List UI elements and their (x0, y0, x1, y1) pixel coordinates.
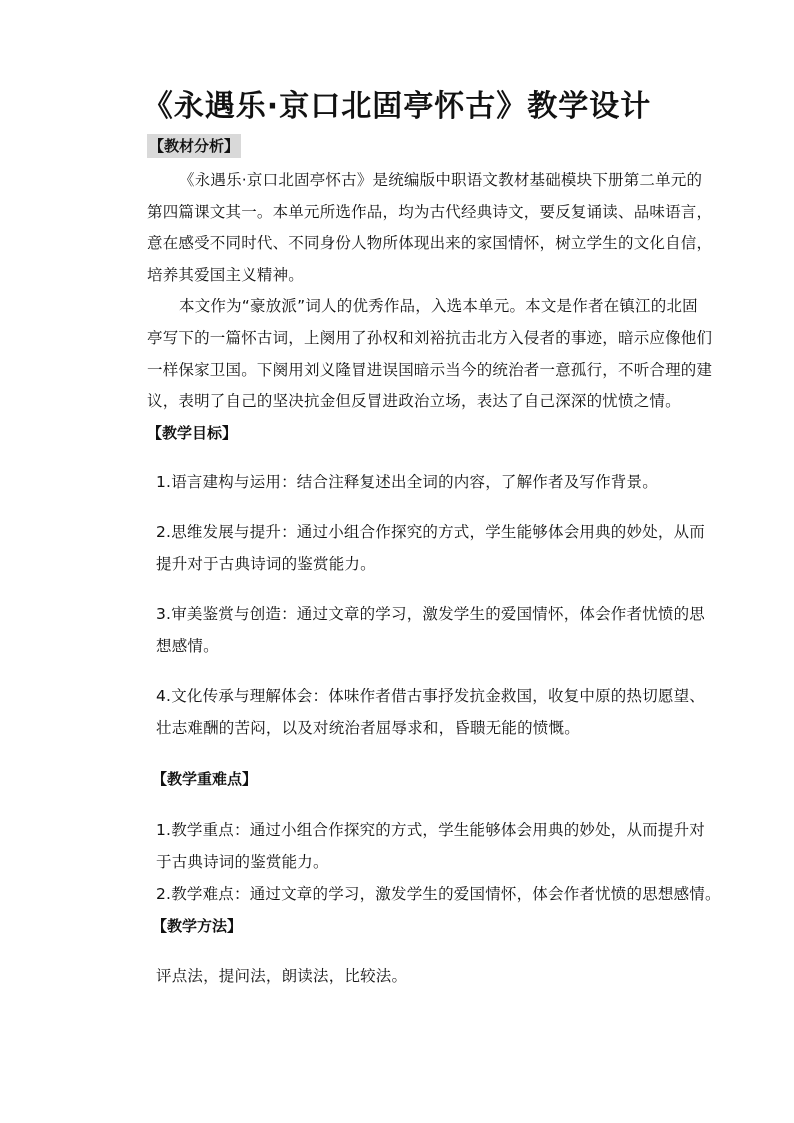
key-point-line: 2.教学难点：通过文章的学习，激发学生的爱国情怀，体会作者忧愤的思想感情。 (156, 885, 721, 903)
key-point-line: 于古典诗词的鉴赏能力。 (156, 853, 329, 871)
section-heading-material-analysis: 【教材分析】 (147, 134, 241, 158)
paragraph-line: 《永遇乐·京口北固亭怀古》是统编版中职语文教材基础模块下册第二单元的 (179, 171, 703, 189)
document-title: 《永遇乐·京口北固亭怀古》教学设计 (142, 89, 652, 124)
section-heading-key-points: 【教学重难点】 (152, 770, 258, 788)
paragraph-line: 议，表明了自己的坚决抗金但反冒进政治立场，表达了自己深深的忧愤之情。 (147, 392, 681, 410)
goal-item-line: 1.语言建构与运用：结合注释复述出全词的内容，了解作者及写作背景。 (156, 473, 658, 491)
paragraph-line: 亭写下的一篇怀古词，上阕用了孙权和刘裕抗击北方入侵者的事迹，暗示应像他们 (147, 329, 713, 347)
section-heading-teaching-methods: 【教学方法】 (152, 917, 243, 935)
key-point-line: 1.教学重点：通过小组合作探究的方式，学生能够体会用典的妙处，从而提升对 (156, 821, 705, 839)
section-heading-teaching-goals: 【教学目标】 (147, 424, 238, 442)
paragraph-line: 第四篇课文其一。本单元所选作品，均为古代经典诗文，要反复诵读、品味语言， (147, 203, 713, 221)
goal-item-line: 3.审美鉴赏与创造：通过文章的学习，激发学生的爱国情怀，体会作者忧愤的思 (156, 605, 705, 623)
paragraph-line: 本文作为“豪放派”词人的优秀作品，入选本单元。本文是作者在镇江的北固 (179, 297, 698, 315)
goal-item-line: 想感情。 (156, 637, 219, 655)
paragraph-line: 一样保家卫国。下阕用刘义隆冒进误国暗示当今的统治者一意孤行，不听合理的建 (147, 361, 713, 379)
teaching-methods-text: 评点法，提问法，朗读法，比较法。 (156, 967, 408, 985)
goal-item-line: 2.思维发展与提升：通过小组合作探究的方式，学生能够体会用典的妙处，从而 (156, 523, 705, 541)
goal-item-line: 提升对于古典诗词的鉴赏能力。 (156, 555, 376, 573)
paragraph-line: 培养其爱国主义精神。 (147, 266, 305, 284)
goal-item-line: 4.文化传承与理解体会：体味作者借古事抒发抗金救国，收复中原的热切愿望、 (156, 687, 705, 705)
goal-item-line: 壮志难酬的苦闷，以及对统治者屈辱求和，昏聩无能的愤慨。 (156, 719, 580, 737)
paragraph-line: 意在感受不同时代、不同身份人物所体现出来的家国情怀，树立学生的文化自信， (147, 234, 713, 252)
